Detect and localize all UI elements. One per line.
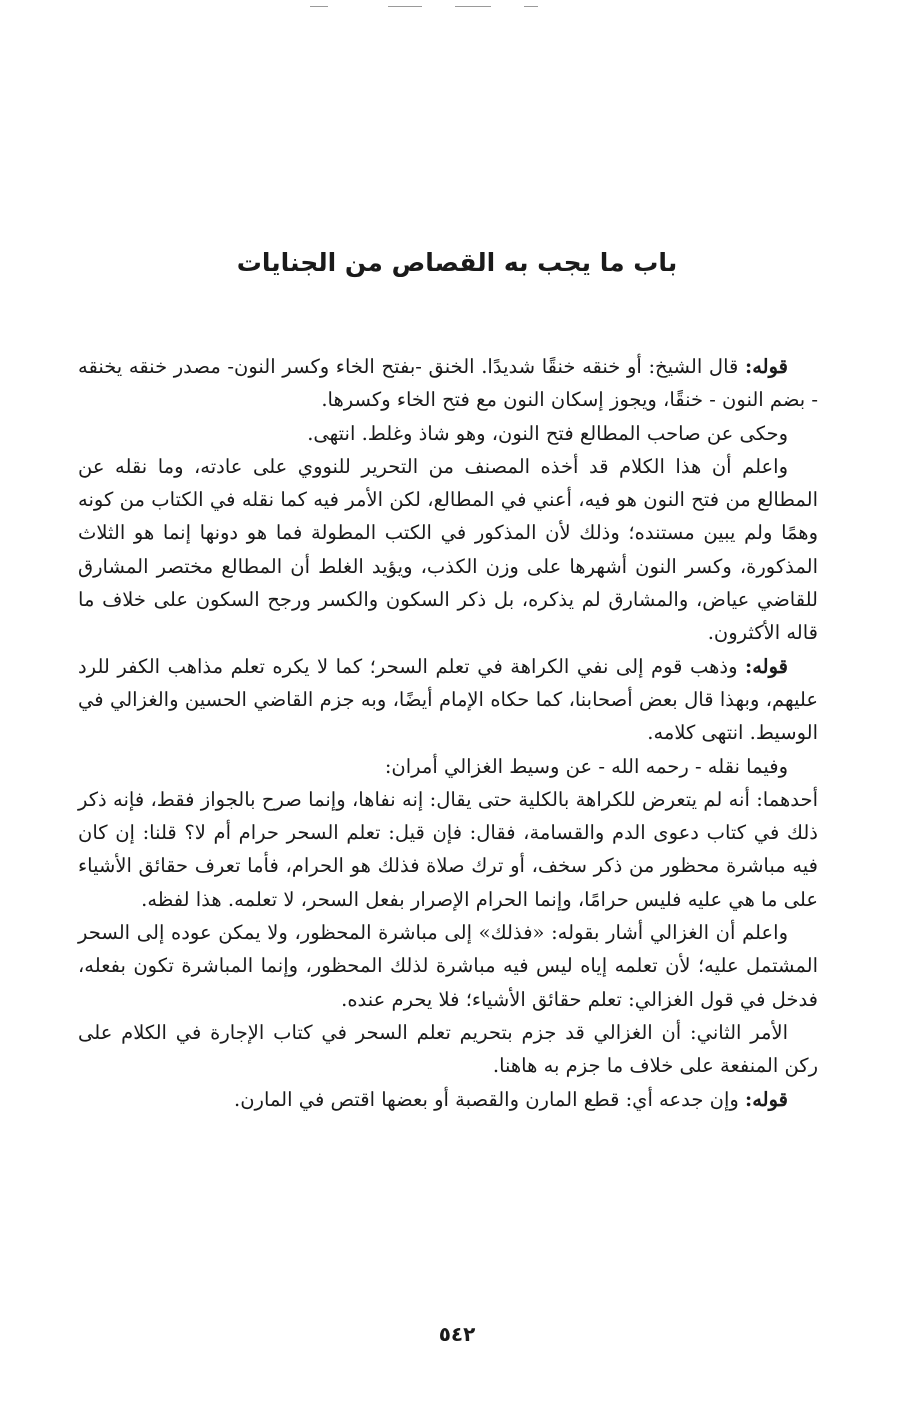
paragraph xyxy=(78,1083,818,1116)
paragraph-lead: قوله: xyxy=(745,654,788,678)
paragraph xyxy=(78,916,818,1016)
paragraph-text: واعلم أن هذا الكلام قد أخذه المصنف من التحرير للنووي على عادته، وما نقله عن المطالع من فتح النون هو فيه، أعني في المطالع، لكن الأمر فيه كما نقله في الكتاب من كونه وهمًا ولم يبين مستنده؛ وذلك لأن المذكور في الكتب المطولة فما هو دونها إنما هو الثلاث المذكورة، وكسر النون أشهرها على وزن الكذب، ويؤيد الغلط أن المطالع مختصر المشارق للقاضي عياض، والمشارق لم يذكره، بل ذكر السكون والكسر ورجح السكون على خلاف ما قاله الأكثرون. xyxy=(78,454,818,645)
paragraph xyxy=(78,783,818,916)
paragraph-text: وذهب قوم إلى نفي الكراهة في تعلم السحر؛ كما لا يكره تعلم مذاهب الكفر للرد عليهم، وبهذا قال بعض أصحابنا، كما حكاه الإمام أيضًا، وبه جزم القاضي الحسين والغزالي في الوسيط. انتهى كلامه. xyxy=(78,654,818,745)
paragraph-text: وإن جدعه أي: قطع المارن والقصبة أو بعضها اقتص في المارن. xyxy=(234,1087,745,1111)
paragraph-lead: قوله: xyxy=(745,355,788,378)
scan-artifact-lines xyxy=(300,4,560,10)
paragraph-lead: قوله: xyxy=(745,1087,788,1111)
body-text xyxy=(78,350,818,1116)
paragraph xyxy=(78,1016,818,1083)
paragraph xyxy=(78,650,818,750)
chapter-heading: باب ما يجب به القصاص من الجنايات xyxy=(236,248,678,277)
paragraph-text: وحكى عن صاحب المطالع فتح النون، وهو شاذ وغلط. انتهى. xyxy=(307,421,788,445)
paragraph-text: الأمر الثاني: أن الغزالي قد جزم بتحريم تعلم السحر في كتاب الإجارة في الكلام على ركن المنفعة على خلاف ما جزم به هاهنا. xyxy=(78,1020,818,1078)
paragraph-text: أحدهما: أنه لم يتعرض للكراهة بالكلية حتى يقال: إنه نفاها، وإنما صرح بالجواز فقط، فإنه ذكر ذلك في كتاب دعوى الدم والقسامة، فقال: فإن قيل: تعلم السحر حرام أم لا؟ قلنا: إن كان فيه مباشرة محظور من ذكر سخف، أو ترك صلاة فذلك هو الحرام، فأما تعرف حقائق الأشياء على ما هي عليه فليس حرامًا، وإنما الحرام الإصرار بفعل السحر، لا تعلمه. هذا لفظه. xyxy=(78,787,818,911)
paragraph-text: وفيما نقله - رحمه الله - عن وسيط الغزالي أمران: xyxy=(384,754,788,778)
page-number: ٥٤٢ xyxy=(438,1322,476,1346)
paragraph-text: قال الشيخ: أو خنقه خنقًا شديدًا. الخنق -بفتح الخاء وكسر النون- مصدر خنقه يخنقه - بضم النون - خنقًا، ويجوز إسكان النون مع فتح الخاء وكسرها. xyxy=(78,355,818,412)
paragraph-text: واعلم أن الغزالي أشار بقوله: «فذلك» إلى مباشرة المحظور، ولا يمكن عوده إلى السحر المشتمل عليه؛ لأن تعلمه إياه ليس فيه مباشرة لذلك المحظور، وإنما المباشرة تكون بفعله، فدخل في قول الغزالي: تعلم حقائق الأشياء؛ فلا يحرم عنده. xyxy=(78,921,818,1011)
paragraph xyxy=(78,350,818,417)
paragraph xyxy=(78,750,818,783)
paragraph xyxy=(78,450,818,650)
paragraph xyxy=(78,417,818,450)
